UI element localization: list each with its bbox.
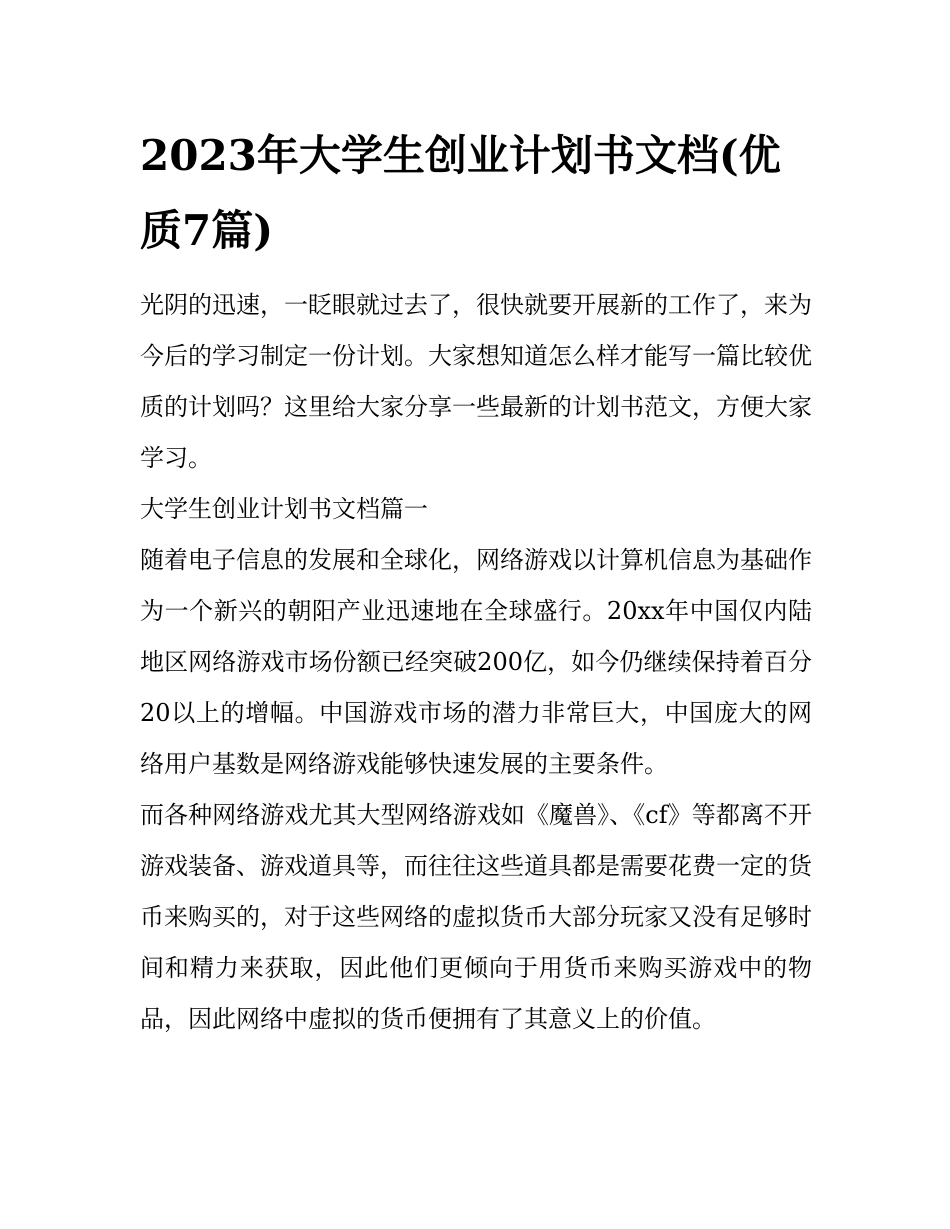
- section-heading: 大学生创业计划书文档篇一: [140, 495, 428, 523]
- body-paragraph-2: 而各种网络游戏尤其大型网络游戏如《魔兽》、《cf》等都离不开游戏装备、游戏道具等，而往往这些道具都是需要花费一定的货币来购买的，对于这些网络的虚拟货币大部分玩家又没有足够时间和精力来获取，因此他们更倾向于用货币来购买游戏中的物品，因此网络中虚拟的货币便拥有了其意义上的价值。: [140, 801, 812, 1033]
- document-title: 2023年大学生创业计划书文档(优质7篇): [140, 131, 781, 255]
- intro-paragraph: 光阴的迅速，一眨眼就过去了，很快就要开展新的工作了，来为今后的学习制定一份计划。大家想知道怎么样才能写一篇比较优质的计划吗？这里给大家分享一些最新的计划书范文，方便大家学习。: [140, 291, 812, 472]
- body-paragraph-1: 随着电子信息的发展和全球化，网络游戏以计算机信息为基础作为一个新兴的朝阳产业迅速地在全球盛行。20xx年中国仅内陆地区网络游戏市场份额已经突破200亿，如今仍继续保持着百分20以上的增幅。中国游戏市场的潜力非常巨大，中国庞大的网络用户基数是网络游戏能够快速发展的主要条件。: [140, 546, 812, 778]
- document-body: [140, 280, 812, 1045]
